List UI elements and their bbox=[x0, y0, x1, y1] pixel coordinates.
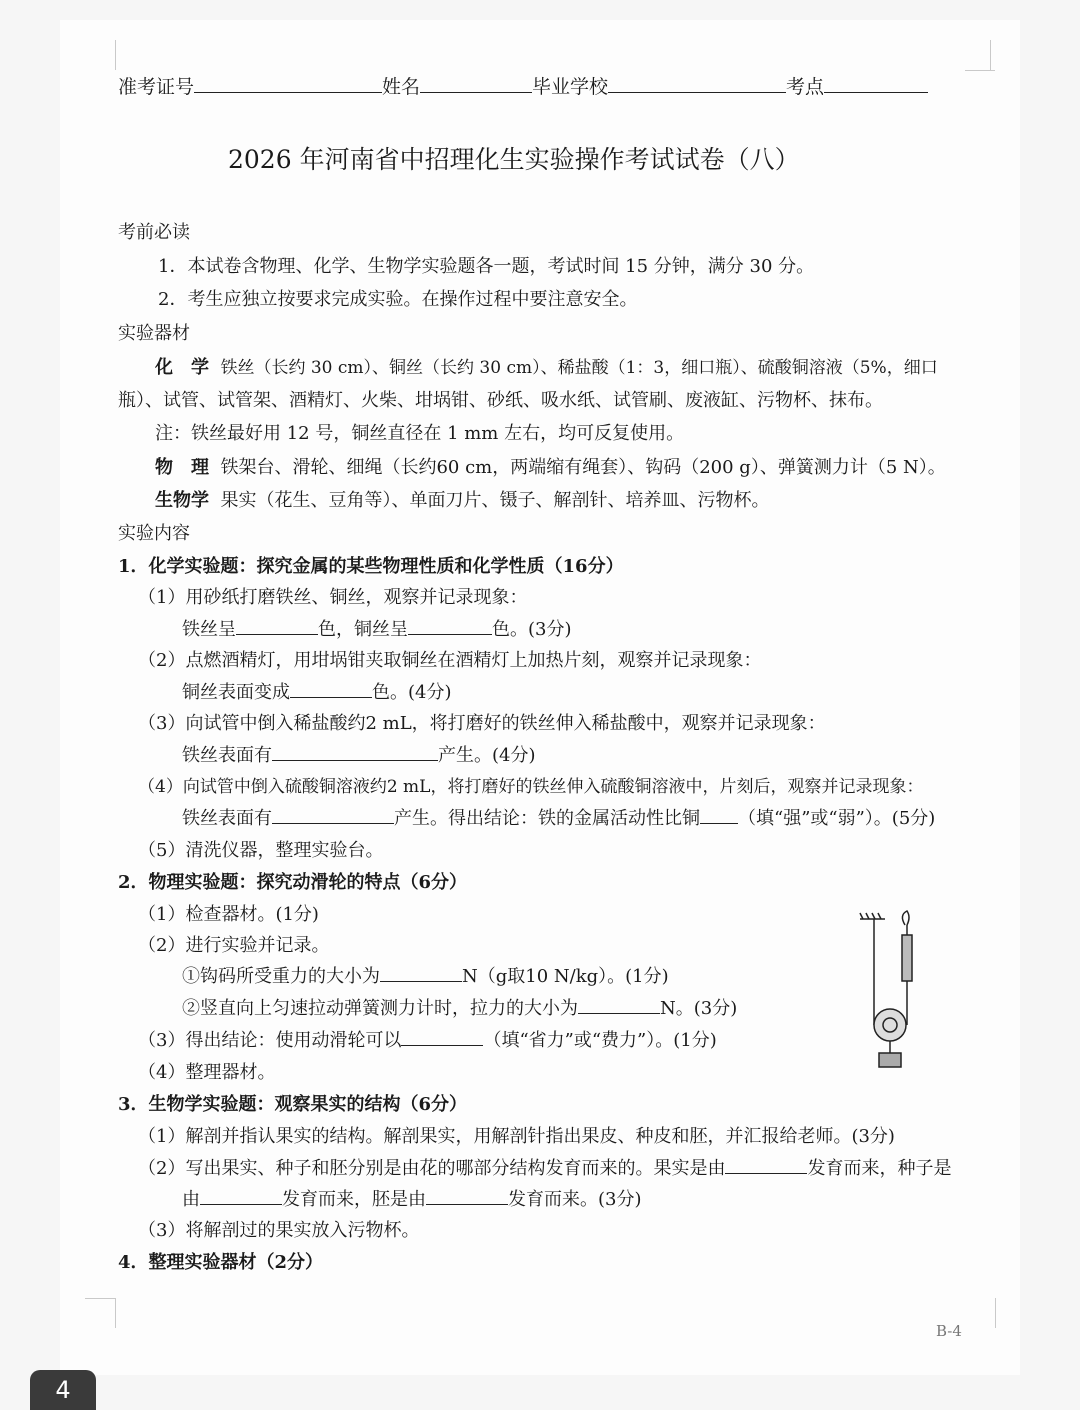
q3-step-3: （3）将解剖过的果实放入污物杯。 bbox=[138, 1220, 420, 1241]
exam-page bbox=[60, 20, 1020, 1375]
equipment-chem-row bbox=[155, 353, 938, 379]
q1-title: 1．化学实验题：探究金属的某些物理性质和化学性质（16分） bbox=[118, 556, 624, 577]
q2-title: 2．物理实验题：探究动滑轮的特点（6分） bbox=[118, 872, 468, 893]
notice-item-2: 2．考生应独立按要求完成实验。在操作过程中要注意安全。 bbox=[158, 289, 638, 310]
text: 产生。得出结论：铁的金属活动性比铜 bbox=[394, 808, 700, 829]
q2-step-4: （4）整理器材。 bbox=[138, 1062, 276, 1083]
header-fields bbox=[118, 72, 928, 99]
text: （填“省力”或“费力”）。(1分) bbox=[483, 1030, 717, 1051]
q1-step-3: （3）向试管中倒入稀盐酸约2 mL，将打磨好的铁丝伸入稀盐酸中，观察并记录现象： bbox=[138, 713, 826, 734]
text: 发育而来。(3分) bbox=[508, 1189, 642, 1210]
seed-origin-blank[interactable] bbox=[200, 1186, 282, 1205]
text: （3）得出结论：使用动滑轮可以 bbox=[138, 1030, 402, 1051]
q3-step-2 bbox=[138, 1154, 951, 1180]
bio-text: 果实（花生、豆角等）、单面刀片、镊子、解剖针、培养皿、污物杯。 bbox=[220, 490, 770, 511]
q1-step-1: （1）用砂纸打磨铁丝、铜丝，观察并记录现象： bbox=[138, 587, 528, 608]
content-heading: 实验内容 bbox=[118, 523, 190, 544]
text: 铜丝表面变成 bbox=[182, 682, 290, 703]
hook-weight bbox=[879, 1053, 901, 1067]
crop-mark-bottom-right bbox=[965, 1298, 996, 1328]
equipment-heading: 实验器材 bbox=[118, 323, 190, 344]
site-field[interactable] bbox=[824, 74, 928, 93]
notice-item-1: 1．本试卷含物理、化学、生物学实验题各一题，考试时间 15 分钟，满分 30 分。 bbox=[158, 256, 815, 277]
text: N（g取10 N/kg）。(1分) bbox=[462, 966, 669, 987]
q4-title: 4．整理实验器材（2分） bbox=[118, 1252, 324, 1273]
text: ①钩码所受重力的大小为 bbox=[182, 966, 380, 987]
q1-step-4: （4）向试管中倒入硫酸铜溶液约2 mL，将打磨好的铁丝伸入硫酸铜溶液中，片刻后，观察并记录现象： bbox=[138, 777, 924, 797]
q2-step-2a bbox=[182, 962, 669, 988]
notice-heading: 考前必读 bbox=[118, 222, 190, 243]
text: 发育而来，胚是由 bbox=[282, 1189, 426, 1210]
q2-step-2b bbox=[182, 994, 737, 1020]
text: （2）写出果实、种子和胚分别是由花的哪部分结构发育而来的。果实是由 bbox=[138, 1158, 726, 1179]
q1-step-4-answer bbox=[182, 804, 935, 830]
q3-step-1: （1）解剖并指认果实的结构。解剖果实，用解剖针指出果皮、种皮和胚，并汇报给老师。(3分) bbox=[138, 1126, 895, 1147]
text: 色。(3分) bbox=[492, 619, 572, 640]
q2-step-3 bbox=[138, 1026, 717, 1052]
q3-step-2b bbox=[182, 1185, 642, 1211]
copper-color-blank[interactable] bbox=[408, 616, 492, 635]
site-label: 考点 bbox=[786, 76, 825, 98]
crop-mark-bottom-left bbox=[115, 1298, 146, 1328]
copper-sulfate-reaction-blank[interactable] bbox=[272, 805, 394, 824]
copper-heated-color-blank[interactable] bbox=[290, 679, 372, 698]
text: （填“强”或“弱”）。(5分) bbox=[738, 808, 936, 829]
crop-mark-bottom-left-h bbox=[85, 1298, 115, 1299]
phys-label: 物 理 bbox=[155, 457, 209, 478]
text: 产生。(4分) bbox=[438, 745, 536, 766]
equipment-note: 注：铁丝最好用 12 号，铜丝直径在 1 mm 左右，均可反复使用。 bbox=[155, 423, 685, 444]
q1-step-5: （5）清洗仪器，整理实验台。 bbox=[138, 840, 384, 861]
q1-step-3-answer bbox=[182, 741, 536, 767]
fruit-origin-blank[interactable] bbox=[725, 1155, 807, 1174]
hand-icon bbox=[902, 911, 909, 925]
iron-color-blank[interactable] bbox=[236, 616, 318, 635]
spring-scale bbox=[902, 935, 912, 981]
text: 色。(4分) bbox=[372, 682, 452, 703]
school-label: 毕业学校 bbox=[532, 76, 609, 98]
embryo-origin-blank[interactable] bbox=[426, 1186, 508, 1205]
text: 发育而来，种子是 bbox=[807, 1158, 952, 1179]
conclusion-blank[interactable] bbox=[401, 1027, 483, 1046]
crop-mark-top-left bbox=[115, 40, 146, 70]
text: ②竖直向上匀速拉动弹簧测力计时，拉力的大小为 bbox=[182, 998, 578, 1019]
name-field[interactable] bbox=[420, 74, 532, 93]
chem-line-2: 瓶）、试管、试管架、酒精灯、火柴、坩埚钳、砂纸、吸水纸、试管刷、废液缸、污物杯、抹布。 bbox=[118, 390, 883, 411]
bio-label: 生物学 bbox=[155, 490, 209, 511]
name-label: 姓名 bbox=[382, 76, 421, 98]
phys-text: 铁架台、滑轮、细绳（长约60 cm，两端缩有绳套）、钩码（200 g）、弹簧测力计（5 N）。 bbox=[220, 457, 946, 478]
text: 由 bbox=[182, 1189, 200, 1210]
text: 铁丝呈 bbox=[182, 619, 236, 640]
school-field[interactable] bbox=[608, 74, 786, 93]
page-number-tab[interactable]: 4 bbox=[30, 1370, 96, 1410]
activity-compare-blank[interactable] bbox=[700, 805, 738, 824]
q3-title: 3．生物学实验题：观察果实的结构（6分） bbox=[118, 1094, 468, 1115]
q1-step-1-answer bbox=[182, 615, 572, 641]
q2-step-1: （1）检查器材。(1分) bbox=[138, 904, 319, 925]
text: 铁丝表面有 bbox=[182, 808, 272, 829]
crop-mark-top-right-h bbox=[965, 70, 995, 71]
acid-reaction-blank[interactable] bbox=[272, 742, 438, 761]
pulley-wheel bbox=[874, 1009, 906, 1041]
q2-step-2: （2）进行实验并记录。 bbox=[138, 935, 330, 956]
exam-id-label: 准考证号 bbox=[118, 76, 195, 98]
equipment-bio-row bbox=[155, 486, 769, 512]
chem-line-1: 铁丝（长约 30 cm）、铜丝（长约 30 cm）、稀盐酸（1：3，细口瓶）、硫酸铜溶液（5%，细口 bbox=[220, 358, 938, 378]
gravity-blank[interactable] bbox=[380, 963, 462, 982]
q1-step-2: （2）点燃酒精灯，用坩埚钳夹取铜丝在酒精灯上加热片刻，观察并记录现象： bbox=[138, 650, 762, 671]
pulley-diagram bbox=[855, 905, 935, 1075]
chem-label: 化 学 bbox=[155, 357, 209, 378]
page-code: B-4 bbox=[936, 1322, 962, 1340]
equipment-phys-row bbox=[155, 453, 946, 479]
text: N。(3分) bbox=[660, 998, 738, 1019]
exam-id-field[interactable] bbox=[194, 74, 382, 93]
text: 铁丝表面有 bbox=[182, 745, 272, 766]
page-title: 2026 年河南省中招理化生实验操作考试试卷（八） bbox=[228, 145, 800, 174]
pull-force-blank[interactable] bbox=[578, 995, 660, 1014]
text: 色，铜丝呈 bbox=[318, 619, 408, 640]
q1-step-2-answer bbox=[182, 678, 452, 704]
crop-mark-top-right bbox=[960, 40, 991, 70]
